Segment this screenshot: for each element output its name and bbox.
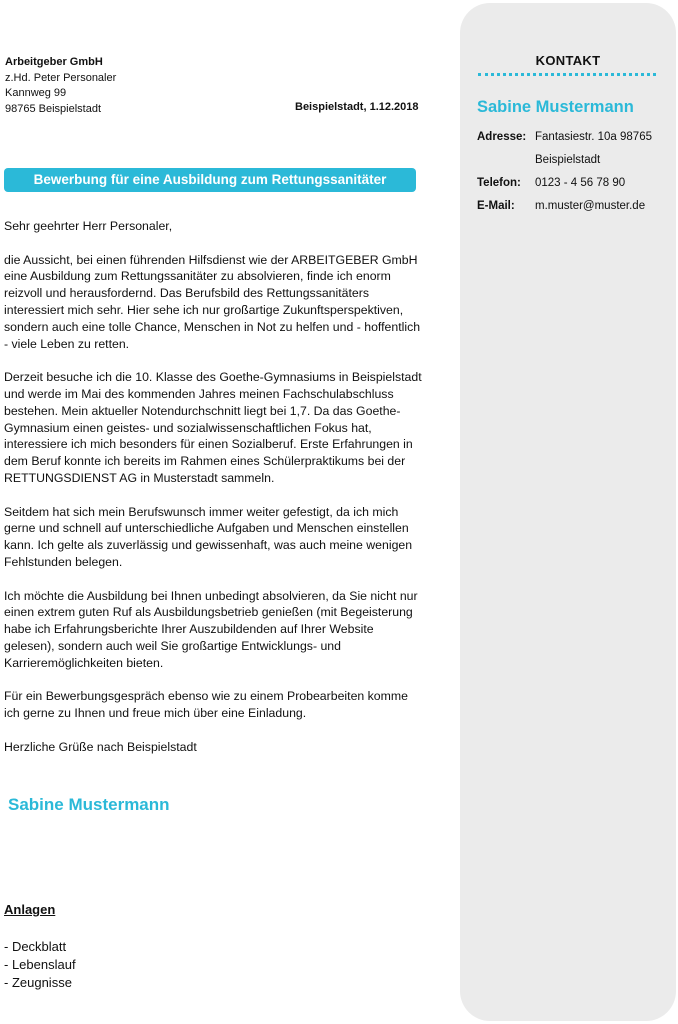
paragraph-4: Ich möchte die Ausbildung bei Ihnen unbedingt absolvieren, da Sie nicht nur einen extrem guten Ruf als Ausbildungsbetrieb genießen (mit Begeisterung habe ich Erfahrungsberichte Ihrer Auszubildenden auf Ihrer Website gelesen), sondern auch weil Sie großartige Entwicklungs- und Karrieremöglichkeiten bieten.	[4, 588, 418, 670]
attachments-title: Anlagen	[4, 902, 56, 917]
recipient-address	[5, 55, 116, 117]
subject-banner: Bewerbung für eine Ausbildung zum Rettungssanitäter	[4, 168, 416, 192]
address-label: Adresse:	[477, 131, 527, 143]
contact-sidebar	[460, 3, 676, 1021]
salutation: Sehr geehrter Herr Personaler,	[4, 219, 173, 233]
attachment-item: - Zeugnisse	[4, 975, 72, 990]
sidebar-name: Sabine Mustermann	[477, 98, 634, 116]
signature-name: Sabine Mustermann	[8, 795, 170, 814]
attachment-item: - Lebenslauf	[4, 957, 76, 972]
email-value[interactable]: m.muster@muster.de	[535, 200, 646, 212]
paragraph-3: Seitdem hat sich mein Berufswunsch immer weiter gefestigt, da ich mich gerne und schnell auf unterschiedliche Aufgaben und Menschen einstellen kann. Ich gelte als zuverlässig und gewissenhaft, was auch meine wenigen Fehlstunden belegen.	[4, 504, 413, 569]
recipient-attention: z.Hd. Peter Personaler	[5, 71, 117, 84]
email-label: E-Mail:	[477, 200, 515, 212]
address-line1: Fantasiestr. 10a 98765	[535, 131, 652, 143]
address-line2: Beispielstadt	[535, 154, 601, 166]
closing: Herzliche Grüße nach Beispielstadt	[4, 739, 197, 754]
phone-label: Telefon:	[477, 177, 521, 189]
paragraph-5: Für ein Bewerbungsgespräch ebenso wie zu einem Probearbeiten komme ich gerne zu Ihnen und freue mich über eine Einladung.	[4, 689, 408, 721]
recipient-city: 98765 Beispielstadt	[5, 102, 102, 115]
contact-heading: KONTAKT	[535, 53, 601, 68]
attachments-list	[4, 938, 76, 992]
letter-body	[4, 218, 424, 772]
paragraph-2: Derzeit besuche ich die 10. Klasse des Goethe-Gymnasiums in Beispielstadt und werde im Mai des kommenden Jahres meinen Fachschulabschluss bestehen. Mein aktueller Notendurchschnitt liegt bei 1,7. Da das Goethe-Gymnasium einen geistes- und sozialwissenschaftlichen Fokus hat, interessiere ich mich besonders für einen Sozialberuf. Erste Erfahrungen in dem Beruf konnte ich bereits im Rahmen eines Schülerpraktikums bei der RETTUNGSDIENST AG in Musterstadt sammeln.	[4, 370, 422, 485]
paragraph-1: die Aussicht, bei einen führenden Hilfsdienst wie der ARBEITGEBER GmbH eine Ausbildung zum Rettungssanitäter zu absolvieren, finde ich enorm reizvoll und herausfordernd. Das Berufsbild des Rettungssanitäters interessiert mich sehr. Hier sehe ich nur großartige Zukunftsperspektiven, sondern auch eine tolle Chance, Menschen in Not zu helfen und - hoffentlich - viele Leben zu retten.	[4, 252, 421, 351]
place-date: Beispielstadt, 1.12.2018	[295, 101, 419, 113]
phone-value: 0123 - 4 56 78 90	[535, 177, 626, 189]
attachment-item: - Deckblatt	[4, 939, 67, 954]
recipient-street: Kannweg 99	[5, 87, 67, 99]
recipient-company: Arbeitgeber GmbH	[5, 56, 103, 68]
dotted-divider	[478, 73, 656, 76]
